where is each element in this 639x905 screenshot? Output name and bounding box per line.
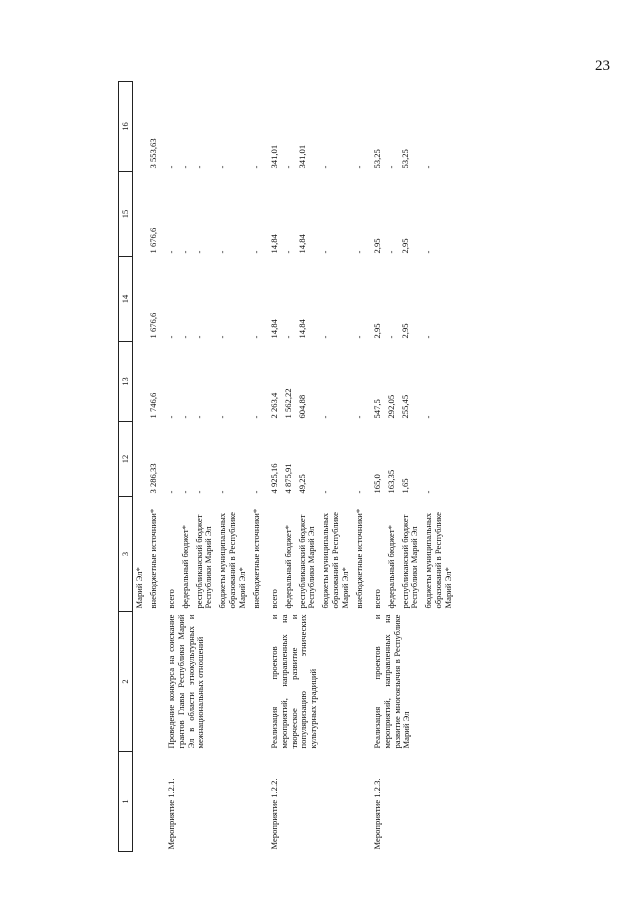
value-cell: 3 286,33 — [147, 463, 158, 494]
col-header: 16 — [119, 82, 133, 172]
source-cell: всего — [268, 589, 279, 609]
value-cell: - — [320, 165, 331, 169]
value-cell: - — [193, 490, 204, 494]
value-cell: 14,84 — [268, 234, 279, 254]
source-cell: внебюджетные источники* — [353, 508, 364, 609]
value-cell: - — [193, 250, 204, 254]
activity-name: Проведение конкурса на соискание грантов Главы Республики Марий Эл в области этнокультурных и межнациональных отношений — [165, 614, 206, 749]
value-cell: - — [250, 250, 261, 254]
col-header: 14 — [119, 257, 133, 342]
value-cell: - — [179, 490, 190, 494]
value-cell: - — [353, 165, 364, 169]
rotated-table-container — [118, 82, 618, 852]
value-cell: - — [385, 165, 396, 169]
source-cell: внебюджетные источники* — [250, 508, 261, 609]
value-cell: 2 263,4 — [268, 392, 279, 419]
value-cell: - — [353, 250, 364, 254]
activity-name: Реализация проектов и мероприятий, направленных на развитие многоязычия в Республике Марий Эл — [371, 614, 412, 749]
value-cell: - — [385, 335, 396, 339]
value-cell: - — [250, 415, 261, 419]
activity-id: Мероприятие 1.2.1. — [165, 778, 176, 850]
value-cell: 14,84 — [268, 319, 279, 339]
value-cell: 341,01 — [296, 144, 307, 169]
source-cell: республиканский бюджет Республики Марий Эл — [399, 514, 420, 609]
source-cell: бюджеты муниципальных образований в Республике Марий Эл* — [217, 512, 247, 609]
value-cell: 53,25 — [399, 149, 410, 169]
value-cell: - — [217, 250, 228, 254]
source-cell: федеральный бюджет* — [179, 525, 190, 609]
value-cell: 163,35 — [385, 469, 396, 494]
value-cell: - — [385, 250, 396, 254]
value-cell: 2,95 — [371, 238, 382, 254]
value-cell: - — [250, 335, 261, 339]
value-cell: - — [353, 335, 364, 339]
value-cell: - — [282, 335, 293, 339]
source-cell: республиканский бюджет Республики Марий Эл — [296, 514, 317, 609]
value-cell: - — [423, 165, 434, 169]
value-cell: - — [179, 335, 190, 339]
page-number: 23 — [595, 58, 610, 74]
source-cell: всего — [371, 589, 382, 609]
value-cell: - — [423, 415, 434, 419]
source-cell: внебюджетные источники* — [147, 508, 158, 609]
value-cell: - — [320, 490, 331, 494]
col-header: 2 — [119, 612, 133, 752]
value-cell: - — [193, 335, 204, 339]
activity-id: Мероприятие 1.2.3. — [371, 778, 382, 850]
value-cell: - — [217, 490, 228, 494]
value-cell: - — [423, 335, 434, 339]
value-cell: - — [353, 490, 364, 494]
value-cell: 292,05 — [385, 394, 396, 419]
activity-name: Реализация проектов и мероприятий, направленных на творческое развитие и популяризацию этнических культурных традиций — [268, 614, 319, 749]
table-row — [133, 82, 147, 852]
value-cell: - — [165, 415, 176, 419]
source-cell: республиканский бюджет Республики Марий Эл — [193, 514, 214, 609]
value-cell: 1 746,6 — [147, 392, 158, 419]
carry-over-text: Марий Эл* — [134, 567, 144, 609]
value-cell: - — [217, 335, 228, 339]
col-header: 12 — [119, 422, 133, 497]
value-cell: 341,01 — [268, 144, 279, 169]
value-cell: - — [165, 490, 176, 494]
header-row — [119, 82, 133, 852]
value-cell: 2,95 — [371, 323, 382, 339]
source-cell: всего — [165, 589, 176, 609]
value-cell: 14,84 — [296, 319, 307, 339]
col-header: 15 — [119, 172, 133, 257]
value-cell: 1 562,22 — [282, 388, 293, 419]
col-header: 13 — [119, 342, 133, 422]
value-cell: 1 676,6 — [147, 312, 158, 339]
table-row — [367, 82, 385, 852]
value-cell: 3 553,63 — [147, 138, 158, 169]
value-cell: - — [250, 490, 261, 494]
value-cell: - — [353, 415, 364, 419]
value-cell: - — [423, 250, 434, 254]
table-row — [264, 82, 282, 852]
col-header: 3 — [119, 497, 133, 612]
value-cell: 165,0 — [371, 474, 382, 494]
value-cell: - — [282, 250, 293, 254]
value-cell: 53,25 — [371, 149, 382, 169]
activity-id: Мероприятие 1.2.2. — [268, 778, 279, 850]
value-cell: - — [217, 415, 228, 419]
value-cell: - — [179, 165, 190, 169]
value-cell: - — [179, 415, 190, 419]
value-cell: 49,25 — [296, 474, 307, 494]
value-cell: 2,95 — [399, 323, 410, 339]
value-cell: - — [320, 250, 331, 254]
source-cell: бюджеты муниципальных образований в Республике Марий Эл* — [423, 512, 453, 609]
source-cell: федеральный бюджет* — [282, 525, 293, 609]
value-cell: 1,65 — [399, 478, 410, 494]
value-cell: 604,88 — [296, 394, 307, 419]
value-cell: - — [217, 165, 228, 169]
budget-table — [118, 81, 458, 852]
value-cell: - — [320, 415, 331, 419]
value-cell: 4 875,91 — [282, 463, 293, 494]
value-cell: - — [165, 335, 176, 339]
value-cell: - — [320, 335, 331, 339]
value-cell: 255,45 — [399, 394, 410, 419]
table-row — [147, 82, 161, 852]
value-cell: - — [282, 165, 293, 169]
value-cell: 4 925,16 — [268, 463, 279, 494]
source-cell: федеральный бюджет* — [385, 525, 396, 609]
value-cell: - — [193, 415, 204, 419]
value-cell: 1 676,6 — [147, 227, 158, 254]
source-cell: бюджеты муниципальных образований в Республике Марий Эл* — [320, 512, 350, 609]
value-cell: - — [179, 250, 190, 254]
value-cell: - — [165, 250, 176, 254]
value-cell: 547,5 — [371, 399, 382, 419]
value-cell: - — [423, 490, 434, 494]
value-cell: 2,95 — [399, 238, 410, 254]
table-row — [161, 82, 179, 852]
col-header: 1 — [119, 752, 133, 852]
value-cell: - — [165, 165, 176, 169]
value-cell: - — [193, 165, 204, 169]
value-cell: 14,84 — [296, 234, 307, 254]
value-cell: - — [250, 165, 261, 169]
